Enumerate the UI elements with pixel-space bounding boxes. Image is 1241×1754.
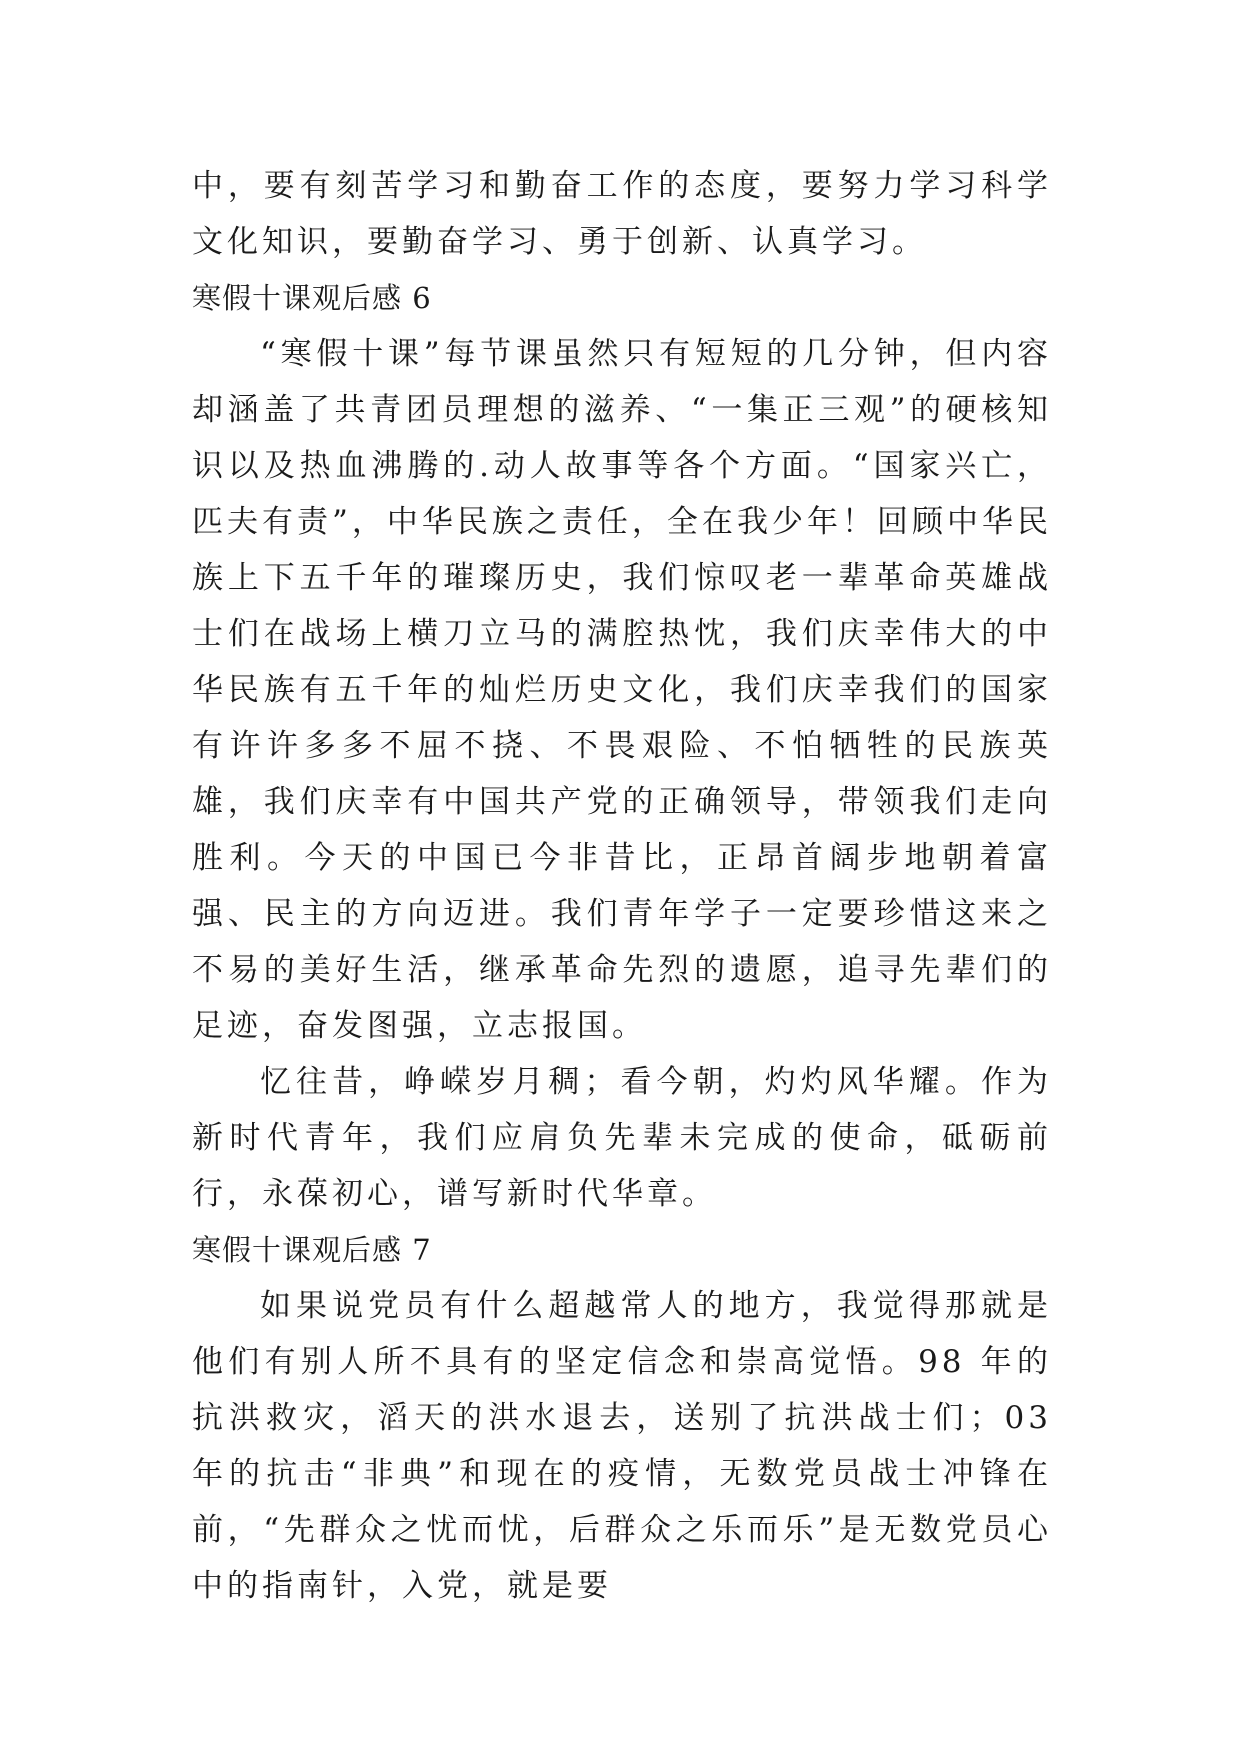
paragraph-6-2: 忆往昔，峥嵘岁月稠；看今朝，灼灼风华耀。作为新时代青年，我们应肩负先辈未完成的使命，砥砺前行，永葆初心，谱写新时代华章。 [192, 1064, 1052, 1212]
paragraph-continuation: 中，要有刻苦学习和勤奋工作的态度，要努力学习科学文化知识，要勤奋学习、勇于创新、认真学习。 [192, 168, 1052, 260]
section-heading-6: 寒假十课观后感 6 [192, 281, 432, 315]
paragraph-6-1: “寒假十课”每节课虽然只有短短的几分钟，但内容却涵盖了共青团员理想的滋养、“一集正三观”的硬核知识以及热血沸腾的.动人故事等各个方面。“国家兴亡，匹夫有责”，中华民族之责任，全在我少年！回顾中华民族上下五千年的璀璨历史，我们惊叹老一辈革命英雄战士们在战场上横刀立马的满腔热忱，我们庆幸伟大的中华民族有五千年的灿烂历史文化，我们庆幸我们的国家有许许多多不屈不挠、不畏艰险、不怕牺牲的民族英雄，我们庆幸有中国共产党的正确领导，带领我们走向胜利。今天的中国已今非昔比，正昂首阔步地朝着富强、民主的方向迈进。我们青年学子一定要珍惜这来之不易的美好生活，继承革命先烈的遗愿，追寻先辈们的足迹，奋发图强，立志报国。 [192, 336, 1052, 1044]
document-body [192, 158, 1052, 1614]
paragraph-7-1: 如果说党员有什么超越常人的地方，我觉得那就是他们有别人所不具有的坚定信念和崇高觉悟。98 年的抗洪救灾，滔天的洪水退去，送别了抗洪战士们；03 年的抗击“非典”和现在的疫情，无数党员战士冲锋在前，“先群众之忧而忧，后群众之乐而乐”是无数党员心中的指南针，入党，就是要 [192, 1288, 1052, 1604]
section-heading-7: 寒假十课观后感 7 [192, 1233, 432, 1267]
